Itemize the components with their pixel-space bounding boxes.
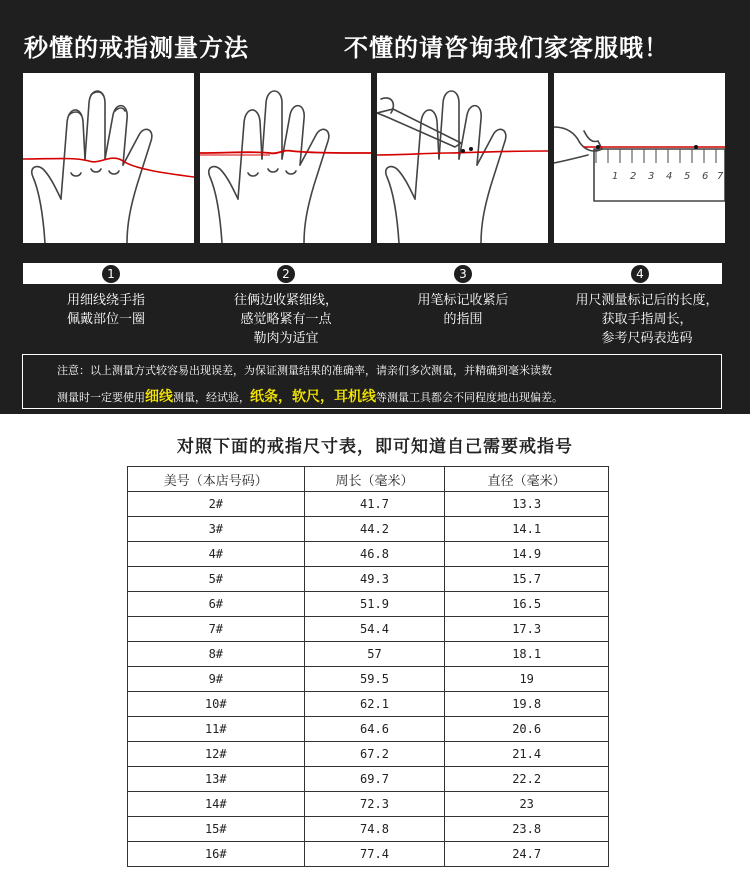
cell-size: 11#	[128, 717, 305, 742]
ruler-tick-7: 7	[717, 171, 724, 182]
cell-diameter: 19.8	[445, 692, 609, 717]
header-circumference: 周长（毫米）	[304, 467, 445, 492]
header-diameter: 直径（毫米）	[445, 467, 609, 492]
hand-with-thread-icon	[23, 73, 194, 243]
cell-circumference: 69.7	[304, 767, 445, 792]
step-2-illustration	[200, 73, 371, 243]
cell-size: 6#	[128, 592, 305, 617]
cell-size: 12#	[128, 742, 305, 767]
notice-box	[22, 354, 722, 409]
step-2-text: 往俩边收紧细线， 感觉略紧有一点 勒肉为适宜	[233, 293, 338, 346]
notice-text-c: 等测量工具都会不同程度地出现偏差。	[376, 391, 563, 404]
step-1-text: 用细线绕手指 佩戴部位一圈	[66, 293, 145, 327]
ruler-measure-icon	[554, 73, 725, 243]
ruler-tick-6: 6	[702, 171, 709, 182]
cell-diameter: 14.1	[445, 517, 609, 542]
step-1-number: 1	[101, 264, 121, 284]
cell-diameter: 23.8	[445, 817, 609, 842]
table-row	[128, 517, 609, 542]
step-3-text: 用笔标记收紧后 的指围	[417, 293, 509, 327]
cell-diameter: 21.4	[445, 742, 609, 767]
table-row	[128, 642, 609, 667]
cell-diameter: 13.3	[445, 492, 609, 517]
step-4-text: 用尺测量标记后的长度， 获取手指周长， 参考尺码表选码	[575, 293, 719, 346]
cell-diameter: 18.1	[445, 642, 609, 667]
cell-diameter: 24.7	[445, 842, 609, 867]
notice-highlight-tools: 纸条，软尺，耳机线	[250, 389, 376, 405]
cell-size: 3#	[128, 517, 305, 542]
step-4-illustration	[554, 73, 725, 243]
table-row	[128, 767, 609, 792]
table-row	[128, 542, 609, 567]
cell-diameter: 20.6	[445, 717, 609, 742]
cell-size: 2#	[128, 492, 305, 517]
cell-size: 15#	[128, 817, 305, 842]
title-left: 秒懂的戒指测量方法	[24, 34, 249, 62]
notice-text-b: 测量，经试验，	[173, 391, 250, 404]
notice-line-2	[57, 386, 563, 406]
ring-size-table	[127, 466, 609, 867]
cell-size: 7#	[128, 617, 305, 642]
cell-circumference: 77.4	[304, 842, 445, 867]
step-3-illustration	[377, 73, 548, 243]
ruler-tick-4: 4	[666, 171, 673, 182]
table-row	[128, 592, 609, 617]
cell-size: 5#	[128, 567, 305, 592]
cell-circumference: 64.6	[304, 717, 445, 742]
cell-diameter: 22.2	[445, 767, 609, 792]
cell-circumference: 51.9	[304, 592, 445, 617]
table-row	[128, 567, 609, 592]
step-2-number: 2	[276, 264, 296, 284]
cell-circumference: 67.2	[304, 742, 445, 767]
ruler-tick-2: 2	[630, 171, 637, 182]
notice-line-1: 注意：以上测量方式较容易出现误差，为保证测量结果的准确率，请亲们多次测量，并精确到毫米读数	[57, 364, 552, 377]
cell-circumference: 74.8	[304, 817, 445, 842]
table-row	[128, 717, 609, 742]
table-header-row	[128, 467, 609, 492]
cell-size: 10#	[128, 692, 305, 717]
hand-tighten-thread-icon	[200, 73, 371, 243]
hand-pen-mark-icon	[377, 73, 548, 243]
cell-diameter: 15.7	[445, 567, 609, 592]
cell-circumference: 44.2	[304, 517, 445, 542]
cell-circumference: 62.1	[304, 692, 445, 717]
cell-diameter: 16.5	[445, 592, 609, 617]
cell-size: 16#	[128, 842, 305, 867]
header-us-size: 美号（本店号码）	[128, 467, 305, 492]
cell-circumference: 49.3	[304, 567, 445, 592]
steps-progress-bar	[23, 263, 722, 284]
table-row	[128, 667, 609, 692]
cell-size: 9#	[128, 667, 305, 692]
step-4-number: 4	[630, 264, 650, 284]
table-row	[128, 742, 609, 767]
cell-circumference: 41.7	[304, 492, 445, 517]
cell-circumference: 59.5	[304, 667, 445, 692]
cell-diameter: 23	[445, 792, 609, 817]
ruler-tick-3: 3	[648, 171, 655, 182]
cell-circumference: 54.4	[304, 617, 445, 642]
table-row	[128, 817, 609, 842]
cell-size: 8#	[128, 642, 305, 667]
cell-diameter: 14.9	[445, 542, 609, 567]
cell-size: 14#	[128, 792, 305, 817]
table-row	[128, 617, 609, 642]
instruction-banner	[0, 0, 750, 414]
ruler-tick-1: 1	[612, 171, 619, 182]
table-body	[128, 492, 609, 867]
cell-diameter: 17.3	[445, 617, 609, 642]
cell-size: 4#	[128, 542, 305, 567]
cell-diameter: 19	[445, 667, 609, 692]
cell-circumference: 46.8	[304, 542, 445, 567]
step-3-number: 3	[453, 264, 473, 284]
cell-circumference: 57	[304, 642, 445, 667]
notice-text-a: 测量时一定要使用	[57, 391, 145, 404]
cell-size: 13#	[128, 767, 305, 792]
table-row	[128, 792, 609, 817]
title-right: 不懂的请咨询我们家客服哦！	[344, 34, 669, 62]
table-row	[128, 692, 609, 717]
ruler-tick-5: 5	[684, 171, 691, 182]
notice-highlight-thread: 细线	[145, 389, 173, 405]
size-table-title: 对照下面的戒指尺寸表，即可知道自己需要戒指号	[177, 437, 573, 457]
step-1-illustration	[23, 73, 194, 243]
table-row	[128, 842, 609, 867]
table-row	[128, 492, 609, 517]
cell-circumference: 72.3	[304, 792, 445, 817]
